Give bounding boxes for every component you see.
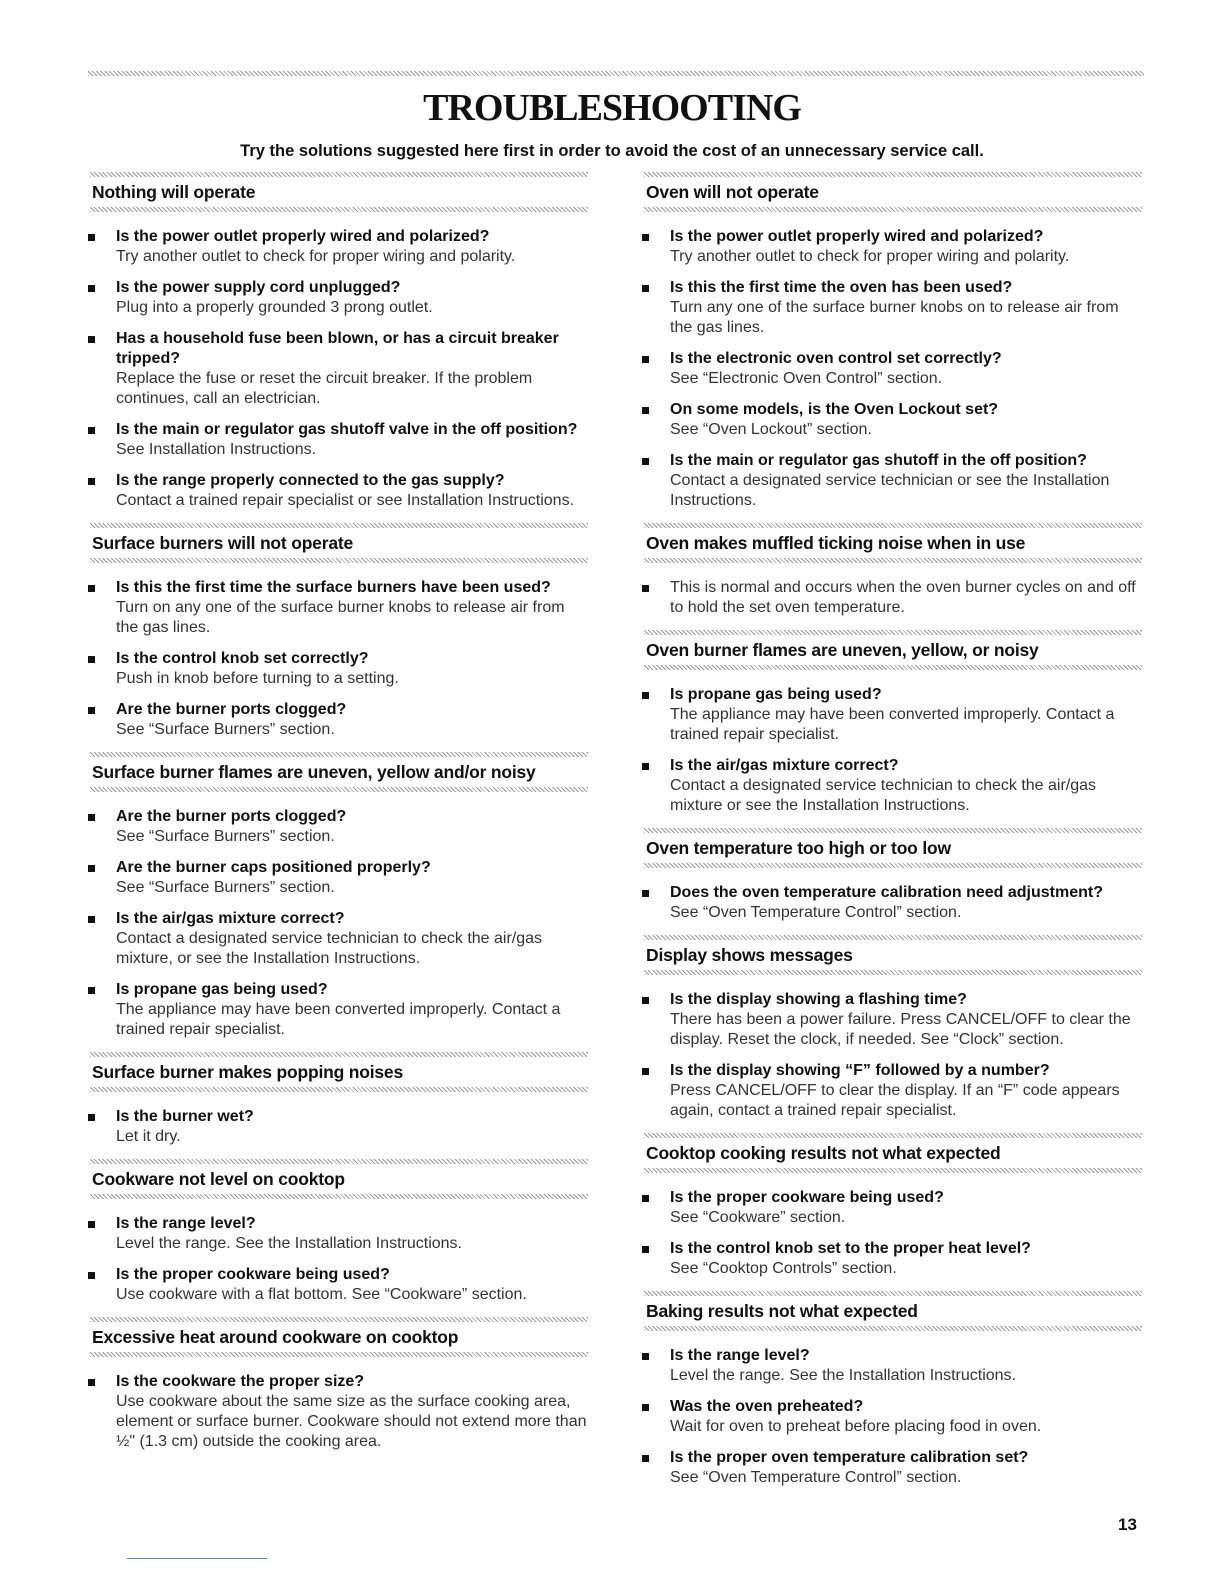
item-body (670, 756, 1144, 816)
section-header (642, 1291, 1144, 1331)
hatched-rule (90, 1194, 588, 1199)
question: Is propane gas being used? (116, 981, 328, 998)
hatched-rule (90, 172, 588, 177)
section-cookware-not-level-on-cooktop (88, 1159, 590, 1305)
answer: This is normal and occurs when the oven burner cycles on and off to hold the set oven temperature. (670, 579, 1136, 616)
list-item (658, 1061, 1144, 1121)
square-bullet-icon (642, 692, 649, 699)
square-bullet-icon (642, 890, 649, 897)
square-bullet-icon (88, 1379, 95, 1386)
hatched-rule (644, 1168, 1142, 1173)
question: Is the power outlet properly wired and polarized? (670, 228, 1044, 245)
hatched-rule (90, 1352, 588, 1357)
section-header (642, 172, 1144, 212)
bottom-link-line (127, 1558, 267, 1559)
section-title: Nothing will operate (92, 182, 256, 202)
item-body (116, 1214, 590, 1254)
item-body (116, 649, 590, 689)
section-baking-results-not-what-expected (642, 1291, 1144, 1488)
section-oven-burner-flames-are-uneven-yellow-or-noisy (642, 630, 1144, 816)
square-bullet-icon (642, 407, 649, 414)
list-item (104, 807, 590, 847)
section-surface-burners-will-not-operate (88, 523, 590, 740)
question: Is the display showing “F” followed by a number? (670, 1062, 1050, 1079)
item-list (642, 685, 1144, 816)
hatched-rule (90, 1052, 588, 1057)
section-header (642, 935, 1144, 975)
hatched-rule (644, 935, 1142, 940)
question: Is the proper cookware being used? (116, 1266, 390, 1283)
square-bullet-icon (642, 997, 649, 1004)
question: Is the main or regulator gas shutoff in the off position? (670, 452, 1087, 469)
answer: See Installation Instructions. (116, 441, 317, 458)
section-surface-burner-makes-popping-noises (88, 1052, 590, 1147)
answer: Plug into a properly grounded 3 prong outlet. (116, 299, 433, 316)
section-title: Oven temperature too high or too low (646, 838, 951, 858)
section-header (642, 828, 1144, 868)
section-title: Surface burner makes popping noises (92, 1062, 403, 1082)
hatched-rule (644, 558, 1142, 563)
square-bullet-icon (642, 285, 649, 292)
item-body (670, 349, 1144, 389)
list-item (104, 471, 590, 511)
item-list (88, 807, 590, 1040)
square-bullet-icon (88, 478, 95, 485)
square-bullet-icon (88, 427, 95, 434)
answer: Use cookware with a flat bottom. See “Cookware” section. (116, 1286, 527, 1303)
answer: Let it dry. (116, 1128, 181, 1145)
item-body (670, 685, 1144, 745)
square-bullet-icon (88, 1272, 95, 1279)
item-body (670, 1346, 1144, 1386)
question: Are the burner caps positioned properly? (116, 859, 431, 876)
hatched-rule (644, 207, 1142, 212)
hatched-rule (90, 752, 588, 757)
answer: See “Oven Temperature Control” section. (670, 904, 962, 921)
item-list (642, 990, 1144, 1121)
section-title: Oven burner flames are uneven, yellow, or noisy (646, 640, 1039, 660)
question: Is the control knob set correctly? (116, 650, 369, 667)
question: Is the proper oven temperature calibration set? (670, 1449, 1029, 1466)
item-body (116, 578, 590, 638)
hatched-rule (644, 665, 1142, 670)
question: Is the display showing a flashing time? (670, 991, 967, 1008)
list-item (658, 400, 1144, 440)
square-bullet-icon (642, 585, 649, 592)
item-body (670, 990, 1144, 1050)
item-body (670, 278, 1144, 338)
answer: Contact a designated service technician to check the air/gas mixture or see the Installation Instructions. (670, 777, 1097, 814)
list-item (104, 649, 590, 689)
hatched-rule (90, 1159, 588, 1164)
item-body (116, 1265, 590, 1305)
answer: Contact a trained repair specialist or see Installation Instructions. (116, 492, 575, 509)
item-list (642, 1346, 1144, 1488)
square-bullet-icon (642, 1353, 649, 1360)
item-body (116, 1107, 590, 1147)
question: Is the air/gas mixture correct? (670, 757, 899, 774)
page-title: TROUBLESHOOTING (423, 87, 801, 129)
answer: See “Surface Burners” section. (116, 879, 335, 896)
question: Is the range level? (670, 1347, 810, 1364)
answer: See “Surface Burners” section. (116, 721, 335, 738)
answer: Replace the fuse or reset the circuit breaker. If the problem continues, call an electrician. (116, 370, 533, 407)
item-body (116, 420, 590, 460)
question: Is the control knob set to the proper heat level? (670, 1240, 1031, 1257)
square-bullet-icon (642, 1455, 649, 1462)
answer: The appliance may have been converted improperly. Contact a trained repair specialist. (116, 1001, 561, 1038)
list-item (104, 420, 590, 460)
item-body (670, 883, 1144, 923)
square-bullet-icon (88, 585, 95, 592)
section-title: Excessive heat around cookware on cooktop (92, 1327, 459, 1347)
hatched-rule (90, 523, 588, 528)
hatched-rule (90, 1087, 588, 1092)
section-header (88, 752, 590, 792)
square-bullet-icon (88, 234, 95, 241)
section-surface-burner-flames-are-uneven-yellow-and-or-noisy (88, 752, 590, 1040)
page-number: 13 (1118, 1515, 1137, 1534)
item-body (670, 1061, 1144, 1121)
square-bullet-icon (88, 1114, 95, 1121)
section-title: Oven will not operate (646, 182, 819, 202)
question: Is this the first time the oven has been used? (670, 279, 1013, 296)
item-body (670, 400, 1144, 440)
list-item (104, 329, 590, 409)
list-item (104, 578, 590, 638)
answer: Try another outlet to check for proper wiring and polarity. (670, 248, 1070, 265)
square-bullet-icon (88, 916, 95, 923)
question: Is this the first time the surface burners have been used? (116, 579, 551, 596)
question: Is the electronic oven control set correctly? (670, 350, 1002, 367)
list-item (104, 858, 590, 898)
list-item (104, 1265, 590, 1305)
square-bullet-icon (88, 336, 95, 343)
question: Is the air/gas mixture correct? (116, 910, 345, 927)
section-title: Baking results not what expected (646, 1301, 918, 1321)
left-column (88, 172, 590, 1464)
question: Are the burner ports clogged? (116, 701, 347, 718)
hatched-rule (90, 787, 588, 792)
list-item (104, 227, 590, 267)
item-body (116, 700, 590, 740)
square-bullet-icon (88, 987, 95, 994)
hatched-rule (644, 1326, 1142, 1331)
question: Is the proper cookware being used? (670, 1189, 944, 1206)
square-bullet-icon (642, 763, 649, 770)
section-nothing-will-operate (88, 172, 590, 511)
question: Is propane gas being used? (670, 686, 882, 703)
top-hatched-rule (88, 71, 1144, 76)
square-bullet-icon (88, 1221, 95, 1228)
hatched-rule (644, 630, 1142, 635)
answer: See “Surface Burners” section. (116, 828, 335, 845)
item-body (670, 1239, 1144, 1279)
answer: There has been a power failure. Press CANCEL/OFF to clear the display. Reset the clock, if needed. See “Clock” section. (670, 1011, 1131, 1048)
question: Has a household fuse been blown, or has a circuit breaker tripped? (116, 330, 559, 367)
list-item (104, 278, 590, 318)
item-body (116, 980, 590, 1040)
item-body (670, 451, 1144, 511)
section-title: Surface burner flames are uneven, yellow and/or noisy (92, 762, 536, 782)
list-item (658, 1448, 1144, 1488)
list-item (104, 980, 590, 1040)
item-body (670, 227, 1144, 267)
item-body (116, 1372, 590, 1452)
section-header (642, 523, 1144, 563)
square-bullet-icon (88, 656, 95, 663)
item-list (88, 1372, 590, 1452)
square-bullet-icon (642, 1195, 649, 1202)
square-bullet-icon (642, 356, 649, 363)
list-item (658, 883, 1144, 923)
hatched-rule (90, 558, 588, 563)
question: Is the range properly connected to the gas supply? (116, 472, 505, 489)
item-list (88, 1107, 590, 1147)
section-header (642, 630, 1144, 670)
answer: See “Oven Temperature Control” section. (670, 1469, 962, 1486)
section-oven-makes-muffled-ticking-noise-when-in-use (642, 523, 1144, 618)
list-item (658, 1239, 1144, 1279)
square-bullet-icon (642, 234, 649, 241)
list-item (658, 451, 1144, 511)
hatched-rule (644, 172, 1142, 177)
answer: Wait for oven to preheat before placing food in oven. (670, 1418, 1042, 1435)
list-item (658, 227, 1144, 267)
section-cooktop-cooking-results-not-what-expected (642, 1133, 1144, 1279)
answer: Contact a designated service technician to check the air/gas mixture, or see the Installation Instructions. (116, 930, 543, 967)
item-body (116, 858, 590, 898)
square-bullet-icon (642, 458, 649, 465)
hatched-rule (644, 828, 1142, 833)
item-body (116, 471, 590, 511)
intro-text: Try the solutions suggested here first in order to avoid the cost of an unnecessary service call. (240, 142, 984, 160)
hatched-rule (644, 1291, 1142, 1296)
list-item (658, 685, 1144, 745)
question: Is the range level? (116, 1215, 256, 1232)
item-list (642, 227, 1144, 511)
answer: The appliance may have been converted improperly. Contact a trained repair specialist. (670, 706, 1115, 743)
item-body (116, 909, 590, 969)
item-body (116, 807, 590, 847)
list-item (658, 990, 1144, 1050)
question: Are the burner ports clogged? (116, 808, 347, 825)
section-title: Cooktop cooking results not what expected (646, 1143, 1001, 1163)
answer: Press CANCEL/OFF to clear the display. If an “F” code appears again, contact a trained repair specialist. (670, 1082, 1120, 1119)
item-list (88, 227, 590, 511)
square-bullet-icon (88, 285, 95, 292)
section-header (88, 523, 590, 563)
item-body (670, 1397, 1144, 1437)
list-item (104, 1372, 590, 1452)
section-header (88, 172, 590, 212)
answer: Level the range. See the Installation Instructions. (116, 1235, 462, 1252)
section-header (88, 1317, 590, 1357)
item-body (670, 1188, 1144, 1228)
section-title: Surface burners will not operate (92, 533, 354, 553)
section-oven-will-not-operate (642, 172, 1144, 511)
answer: Use cookware about the same size as the surface cooking area, element or surface burner. Cookware should not extend more than ½" (1.3 cm) outside the cooking area. (116, 1393, 587, 1450)
section-header (642, 1133, 1144, 1173)
list-item (104, 909, 590, 969)
item-body (670, 578, 1144, 618)
square-bullet-icon (642, 1404, 649, 1411)
answer: See “Cookware” section. (670, 1209, 846, 1226)
list-item (658, 1346, 1144, 1386)
item-list (88, 1214, 590, 1305)
section-title: Oven makes muffled ticking noise when in use (646, 533, 1026, 553)
answer: See “Cooktop Controls” section. (670, 1260, 897, 1277)
answer: Contact a designated service technician or see the Installation Instructions. (670, 472, 1110, 509)
hatched-rule (90, 1317, 588, 1322)
list-item (658, 756, 1144, 816)
hatched-rule (644, 1133, 1142, 1138)
section-title: Cookware not level on cooktop (92, 1169, 345, 1189)
question: Is the main or regulator gas shutoff valve in the off position? (116, 421, 578, 438)
answer: See “Electronic Oven Control” section. (670, 370, 943, 387)
right-column (642, 172, 1144, 1500)
answer: Level the range. See the Installation Instructions. (670, 1367, 1016, 1384)
answer: Turn any one of the surface burner knobs on to release air from the gas lines. (670, 299, 1119, 336)
question: Is the burner wet? (116, 1108, 254, 1125)
item-list (88, 578, 590, 740)
item-body (670, 1448, 1144, 1488)
question: On some models, is the Oven Lockout set? (670, 401, 999, 418)
item-body (116, 278, 590, 318)
list-item (658, 1397, 1144, 1437)
answer: See “Oven Lockout” section. (670, 421, 872, 438)
item-body (116, 227, 590, 267)
list-item (658, 349, 1144, 389)
item-body (116, 329, 590, 409)
question: Was the oven preheated? (670, 1398, 864, 1415)
answer: Turn on any one of the surface burner knobs to release air from the gas lines. (116, 599, 565, 636)
item-list (642, 578, 1144, 618)
item-list (642, 883, 1144, 923)
square-bullet-icon (88, 865, 95, 872)
list-item (104, 1214, 590, 1254)
section-header (88, 1159, 590, 1199)
answer: Push in knob before turning to a setting. (116, 670, 399, 687)
list-item (658, 578, 1144, 618)
square-bullet-icon (642, 1246, 649, 1253)
section-excessive-heat-around-cookware-on-cooktop (88, 1317, 590, 1452)
list-item (104, 700, 590, 740)
question: Does the oven temperature calibration need adjustment? (670, 884, 1103, 901)
hatched-rule (644, 523, 1142, 528)
hatched-rule (644, 970, 1142, 975)
question: Is the power supply cord unplugged? (116, 279, 401, 296)
hatched-rule (90, 207, 588, 212)
section-oven-temperature-too-high-or-too-low (642, 828, 1144, 923)
question: Is the power outlet properly wired and polarized? (116, 228, 490, 245)
section-header (88, 1052, 590, 1092)
section-display-shows-messages (642, 935, 1144, 1121)
list-item (104, 1107, 590, 1147)
square-bullet-icon (88, 814, 95, 821)
question: Is the cookware the proper size? (116, 1373, 365, 1390)
item-list (642, 1188, 1144, 1279)
hatched-rule (644, 863, 1142, 868)
square-bullet-icon (88, 707, 95, 714)
square-bullet-icon (642, 1068, 649, 1075)
section-title: Display shows messages (646, 945, 853, 965)
list-item (658, 1188, 1144, 1228)
answer: Try another outlet to check for proper wiring and polarity. (116, 248, 516, 265)
list-item (658, 278, 1144, 338)
